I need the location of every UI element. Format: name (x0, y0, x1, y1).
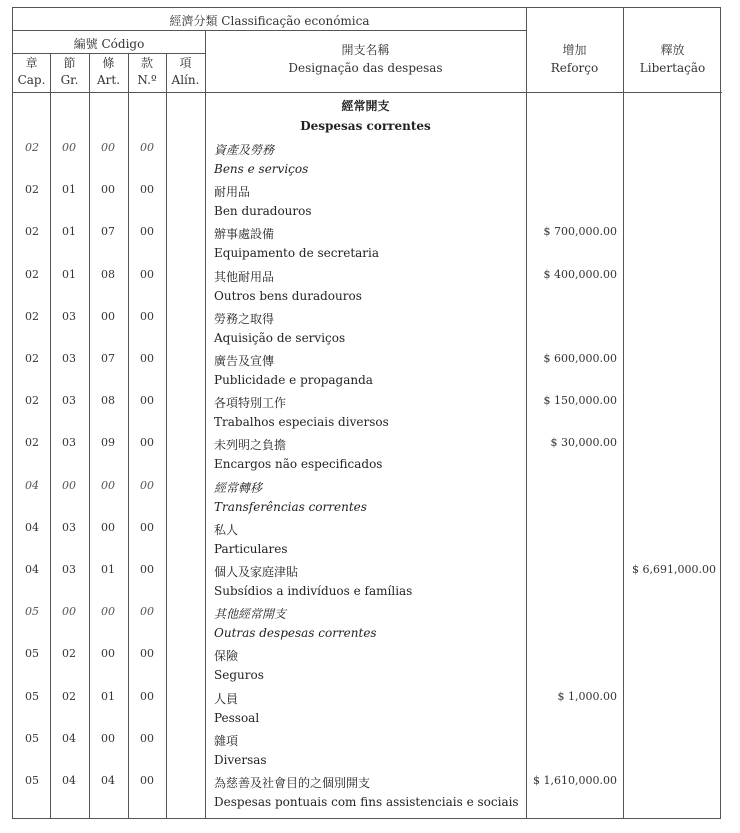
row-description-pt: Equipamento de secretaria (214, 246, 380, 261)
col-divider-alin (205, 30, 206, 818)
row-description-pt: Outros bens duradouros (214, 288, 362, 303)
row-description-zh: 為慈善及社會目的之個別開支 (214, 776, 371, 790)
code-gr: 00 (62, 478, 76, 492)
row-description-pt: Aquisição de serviços (214, 330, 346, 345)
row-description-zh: 其他經常開支 (214, 607, 287, 622)
code-cap: 04 (25, 478, 39, 492)
code-art: 00 (101, 605, 115, 619)
budget-table (12, 7, 721, 819)
code-cap: 02 (25, 183, 39, 197)
code-gr: 03 (62, 436, 76, 450)
header-gr-zh: 節 (63, 56, 76, 70)
header-cap-pt: Cap. (17, 73, 46, 87)
header-gr-pt: Gr. (60, 73, 79, 87)
row-reforco-amount: $ 1,610,000.00 (533, 774, 617, 787)
row-description-pt: Ben duradouros (214, 204, 312, 219)
code-gr: 03 (62, 394, 76, 408)
row-description-zh: 私人 (214, 522, 239, 537)
code-art: 00 (101, 478, 115, 492)
code-cap: 02 (25, 394, 39, 408)
row-description-zh: 雜項 (214, 733, 239, 748)
code-gr: 03 (62, 520, 76, 534)
row-description-pt: Particulares (214, 541, 288, 556)
code-art: 00 (101, 183, 115, 197)
code-cap: 02 (25, 225, 39, 239)
code-art: 00 (101, 731, 115, 745)
header-code: 編號 Código (73, 37, 145, 51)
header-rule-1 (13, 30, 526, 31)
code-gr: 00 (62, 141, 76, 154)
col-divider-ref (623, 8, 624, 818)
section-title-pt: Despesas correntes (300, 119, 431, 133)
code-gr: 02 (62, 647, 76, 661)
row-description-pt: Pessoal (214, 710, 260, 725)
header-alin-pt: Alín. (171, 73, 200, 87)
row-description-zh: 耐用品 (214, 185, 251, 200)
row-reforco-amount: $ 400,000.00 (543, 267, 617, 281)
code-gr: 03 (62, 352, 76, 365)
header-reforco-zh: 增加 (562, 43, 587, 57)
row-reforco-amount: $ 600,000.00 (543, 352, 617, 365)
header-art-pt: Art. (96, 73, 121, 87)
code-cap: 05 (25, 605, 39, 619)
code-cap: 02 (25, 141, 39, 154)
row-description-pt: Despesas pontuais com fins assistenciais e sociais (214, 795, 519, 809)
header-designation-zh: 開支名稱 (341, 43, 390, 57)
row-description-zh: 辦事處設備 (214, 227, 275, 242)
row-description-zh: 個人及家庭津貼 (214, 565, 299, 579)
code-no: 00 (140, 394, 154, 408)
code-cap: 04 (25, 520, 39, 534)
code-no: 00 (140, 267, 154, 281)
row-description-zh: 未列明之負擔 (214, 438, 287, 453)
row-description-zh: 其他耐用品 (214, 269, 275, 284)
code-gr: 00 (62, 605, 76, 619)
header-libertacao-pt: Libertação (639, 61, 706, 75)
code-art: 00 (101, 141, 115, 154)
libertacao-total: $ 6,691,000.00 (632, 563, 716, 576)
code-cap: 05 (25, 774, 39, 787)
header-art-zh: 條 (102, 56, 115, 70)
code-gr: 01 (62, 183, 76, 197)
code-art: 08 (101, 394, 115, 408)
code-art: 08 (101, 267, 115, 281)
code-art: 07 (101, 225, 115, 239)
header-no-zh: 款 (140, 56, 153, 70)
code-no: 00 (140, 689, 154, 703)
code-gr: 03 (62, 309, 76, 323)
col-divider-no (166, 53, 167, 818)
code-cap: 02 (25, 436, 39, 450)
code-cap: 02 (25, 309, 39, 323)
code-gr: 04 (62, 774, 76, 787)
row-description-pt: Outras despesas correntes (214, 626, 377, 641)
code-no: 00 (140, 647, 154, 661)
code-gr: 02 (62, 689, 76, 703)
row-description-zh: 經常轉移 (214, 480, 263, 495)
code-cap: 04 (25, 563, 39, 576)
row-reforco-amount: $ 700,000.00 (543, 225, 617, 239)
code-art: 07 (101, 352, 115, 365)
row-description-pt: Diversas (214, 752, 267, 767)
code-no: 00 (140, 183, 154, 197)
header-rule-3 (13, 92, 722, 93)
row-description-pt: Publicidade e propaganda (214, 373, 373, 387)
header-reforco-pt: Reforço (550, 61, 599, 75)
code-gr: 03 (62, 563, 76, 576)
row-description-pt: Encargos não especificados (214, 457, 383, 472)
code-no: 00 (140, 520, 154, 534)
code-cap: 02 (25, 352, 39, 365)
section-title-zh: 經常開支 (341, 99, 390, 113)
code-art: 09 (101, 436, 115, 450)
row-description-pt: Transferências correntes (214, 499, 367, 514)
code-cap: 05 (25, 647, 39, 661)
code-art: 00 (101, 309, 115, 323)
header-libertacao-zh: 釋放 (660, 43, 685, 57)
row-description-zh: 勞務之取得 (214, 311, 275, 326)
code-gr: 04 (62, 731, 76, 745)
row-description-pt: Subsídios a indivíduos e famílias (214, 584, 413, 598)
code-no: 00 (140, 774, 154, 787)
code-gr: 01 (62, 267, 76, 281)
code-art: 00 (101, 520, 115, 534)
row-description-zh: 保險 (214, 649, 239, 664)
header-alin-zh: 項 (179, 56, 192, 70)
code-no: 00 (140, 352, 154, 365)
code-no: 00 (140, 563, 154, 576)
row-reforco-amount: $ 150,000.00 (543, 394, 617, 408)
header-cap-zh: 章 (25, 56, 38, 70)
row-description-zh: 各項特別工作 (214, 396, 287, 411)
code-art: 00 (101, 647, 115, 661)
code-cap: 05 (25, 731, 39, 745)
code-no: 00 (140, 309, 154, 323)
row-description-zh: 廣告及宣傳 (214, 354, 275, 368)
code-no: 00 (140, 605, 154, 619)
code-no: 00 (140, 731, 154, 745)
row-reforco-amount: $ 30,000.00 (550, 436, 617, 450)
code-gr: 01 (62, 225, 76, 239)
code-no: 00 (140, 225, 154, 239)
code-no: 00 (140, 141, 154, 154)
header-classification: 經濟分類 Classificação económica (169, 14, 370, 28)
row-description-zh: 人員 (214, 691, 239, 706)
code-art: 01 (101, 563, 115, 576)
code-art: 04 (101, 774, 115, 787)
code-cap: 02 (25, 267, 39, 281)
header-designation-pt: Designação das despesas (288, 61, 443, 75)
header-no-pt: N.º (137, 73, 157, 87)
row-description-pt: Seguros (214, 668, 264, 683)
code-art: 01 (101, 689, 115, 703)
code-cap: 05 (25, 689, 39, 703)
row-description-pt: Bens e serviços (214, 162, 309, 176)
code-no: 00 (140, 478, 154, 492)
row-description-zh: 資產及勞務 (214, 143, 275, 157)
col-divider-desig (526, 8, 527, 818)
code-no: 00 (140, 436, 154, 450)
row-description-pt: Trabalhos especiais diversos (214, 415, 389, 430)
row-reforco-amount: $ 1,000.00 (557, 689, 617, 703)
